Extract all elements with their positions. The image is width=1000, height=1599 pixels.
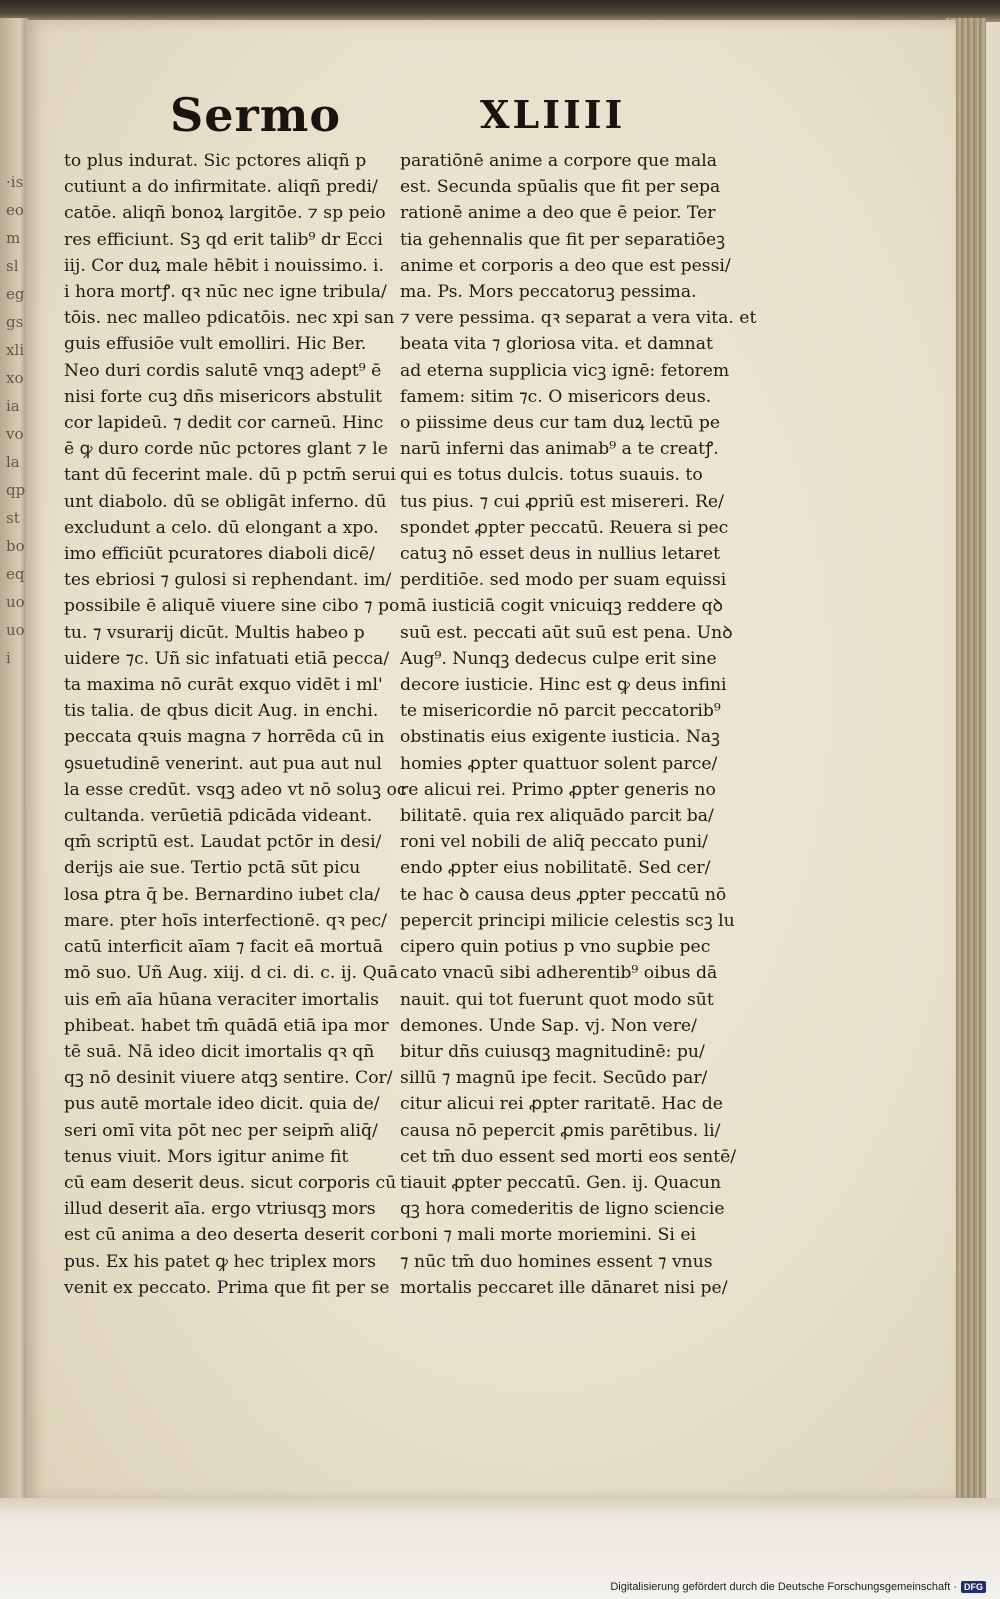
text-line: nauit. qui tot fuerunt quot modo sūt: [400, 989, 714, 1010]
text-line: te misericordie nō parcit peccatorib⁹: [400, 701, 721, 722]
text-line: pus. Ex his patet ꝙ hec triplex mors: [64, 1251, 376, 1272]
text-line: o piissime deus cur tam duꝝ lectū pe: [400, 413, 721, 434]
text-line: venit ex peccato. Prima que fit per se: [64, 1277, 390, 1298]
text-line: guis effusiōe vult emolliri. Hic Ber.: [64, 334, 367, 355]
text-line: la esse credūt. vsqꝫ adeo vt nō soluꝫ oc: [64, 779, 407, 800]
digitization-credit: [610, 1581, 986, 1593]
text-column-right: [400, 148, 757, 1298]
text-line: cor lapideū. ⁊ dedit cor carneū. Hinc: [64, 413, 384, 434]
running-header: [170, 88, 630, 152]
text-line: obstinatis eius exigente iusticia. Naꝫ: [400, 727, 720, 748]
text-line: tiauit ꝓpter peccatū. Gen. ij. Quacun: [400, 1172, 722, 1193]
text-line: possibile ē aliquē viuere sine cibo ⁊ po: [64, 596, 400, 617]
text-line: tē suā. Nā ideo dicit imortalis qꝛ qñ: [64, 1041, 375, 1062]
text-line: i hora mortꝭ. qꝛ nūc nec igne tribula/: [64, 282, 387, 303]
text-line: perditiōe. sed modo per suam equissi: [400, 570, 727, 591]
text-line: est cū anima a deo deserta deserit cor: [64, 1225, 399, 1246]
text-line: suū est. peccati aūt suū est pena. Unꝺ: [400, 622, 733, 643]
text-line: ta maxima nō curāt exquo vidēt i ml': [64, 675, 383, 696]
text-line: mare. pter hoīs interfectionē. qꝛ pec/: [64, 910, 387, 931]
previous-page-margin-text: ·iseomsleggsxlixoiavolaqpstboequouoi: [6, 173, 26, 667]
text-line: cū eam deserit deus. sicut corporis cū: [64, 1172, 397, 1193]
text-line: decore iusticie. Hinc est ꝙ deus infini: [400, 675, 727, 696]
text-line: re alicui rei. Primo ꝓpter generis no: [400, 779, 716, 800]
text-line: boni ⁊ mali morte moriemini. Si ei: [400, 1225, 697, 1246]
text-line: roni vel nobili de aliq̄ peccato puni/: [400, 832, 708, 853]
text-line: rationē anime a deo que ē peior. Ter: [400, 203, 716, 224]
text-line: causa nō pepercit ꝓmis parētibus. li/: [400, 1120, 721, 1141]
text-line: illud deserit aīa. ergo vtriusqꝫ mors: [64, 1199, 376, 1220]
text-line: bitur dñs cuiusqꝫ magnitudinē: pu/: [400, 1041, 705, 1062]
text-line: citur alicui rei ꝓpter raritatē. Hac de: [400, 1094, 723, 1115]
text-line: qꝫ nō desinit viuere atqꝫ sentire. Cor/: [64, 1068, 393, 1089]
text-line: uidere ⁊c. Uñ sic infatuati etiā pecca/: [64, 648, 390, 669]
text-line: tenus viuit. Mors igitur anime fit: [64, 1146, 349, 1167]
dfg-logo: DFG: [961, 1581, 986, 1593]
text-line: catū interficit aīam ⁊ facit eā mortuā: [64, 937, 383, 958]
text-line: Aug⁹. Nunqꝫ dedecus culpe erit sine: [400, 648, 717, 669]
text-line: peccata qꝛuis magna ⁊ horrēda cū in: [64, 727, 385, 748]
text-line: mō suo. Uñ Aug. xiij. d ci. di. c. ij. Quā: [64, 963, 398, 984]
text-line: ꝯsuetudinē venerint. aut pua aut nul: [64, 753, 382, 774]
text-line: cultanda. verūetiā pdicāda videant.: [64, 806, 373, 827]
text-line: to plus indurat. Sic pctores aliqñ p: [64, 151, 367, 171]
text-line: mortalis peccaret ille dānaret nisi pe/: [400, 1277, 728, 1298]
text-column-left: [64, 148, 407, 1298]
text-line: ⁊ nūc tm̄ duo homines essent ⁊ vnus: [400, 1251, 713, 1272]
text-line: unt diabolo. dū se obligāt inferno. dū: [64, 491, 387, 512]
text-line: spondet ꝓpter peccatū. Reuera si pec: [400, 517, 729, 538]
text-line: derijs aie sue. Tertio pctā sūt picu: [64, 858, 361, 879]
text-line: tis talia. de qbus dicit Aug. in enchi.: [64, 701, 379, 722]
text-line: ad eterna supplicia vicꝫ ignē: fetorem: [400, 360, 730, 381]
scan-top-edge: [0, 0, 1000, 22]
text-line: anime et corporis a deo que est pessi/: [400, 255, 731, 276]
text-line: ē ꝙ duro corde nūc pctores glant ⁊ le: [64, 439, 388, 460]
text-line: beata vita ⁊ gloriosa vita. et damnat: [400, 334, 713, 355]
text-line: te hac ꝺ causa deus ꝓpter peccatū nō: [400, 884, 727, 905]
text-line: cipero quin potius p vno suꝑbie pec: [400, 937, 711, 958]
text-line: iij. Cor duꝝ male hēbit i nouissimo. i.: [64, 255, 384, 276]
folio-number: XLIIII: [480, 92, 626, 137]
text-line: catuꝫ nō esset deus in nullius letaret: [400, 544, 720, 565]
text-line: demones. Unde Sap. vj. Non vere/: [400, 1015, 697, 1036]
previous-page-edge: [0, 18, 28, 1500]
text-line: tes ebriosi ⁊ gulosi si rephendant. im/: [64, 570, 392, 591]
text-line: mā iusticiā cogit vnicuiqꝫ reddere qꝺ: [400, 596, 723, 617]
header-title: Sermo: [170, 88, 342, 142]
text-line: tu. ⁊ vsurarij dicūt. Multis habeo p: [64, 622, 365, 643]
text-line: sillū ⁊ magnū ipe fecit. Secūdo par/: [400, 1068, 708, 1089]
text-line: pepercit principi milicie celestis scꝫ lu: [400, 910, 735, 931]
text-line: phibeat. habet tm̄ quādā etiā ipa mor: [64, 1015, 389, 1036]
text-line: bilitatē. quia rex aliquādo parcit ba/: [400, 806, 714, 827]
text-line: qui es totus dulcis. totus suauis. to: [400, 465, 703, 486]
text-line: tant dū fecerint male. dū p pctm̄ serui: [64, 465, 396, 486]
text-line: nisi forte cuꝫ dñs misericors abstulit: [64, 386, 383, 407]
text-line: imo efficiūt pcuratores diaboli dicē/: [64, 544, 375, 565]
text-line: seri omī vita pōt nec per seipm̄ aliq̄/: [64, 1120, 378, 1141]
text-line: res efficiunt. Sꝫ qd erit talib⁹ dr Ecci: [64, 229, 383, 250]
text-line: endo ꝓpter eius nobilitatē. Sed cer/: [400, 858, 711, 879]
text-line: Neo duri cordis salutē vnqꝫ adept⁹ ē: [64, 360, 382, 381]
text-line: homies ꝓpter quattuor solent parce/: [400, 753, 718, 774]
text-line: narū inferni das animab⁹ a te creatꝭ.: [400, 439, 719, 460]
text-line: uis em̄ aīa hūana veraciter imortalis: [64, 989, 379, 1010]
credit-text: Digitalisierung gefördert durch die Deutsche Forschungsgemeinschaft ·: [610, 1581, 957, 1593]
text-line: tōis. nec malleo pdicatōis. nec xpi san: [64, 308, 395, 329]
text-line: excludunt a celo. dū elongant a xpo.: [64, 517, 379, 538]
text-line: ma. Ps. Mors peccatoruꝫ pessima.: [400, 282, 697, 303]
text-line: pus autē mortale ideo dicit. quia de/: [64, 1094, 380, 1115]
text-line: qm̄ scriptū est. Laudat pctōr in desi/: [64, 832, 382, 853]
text-line: ⁊ vere pessima. qꝛ separat a vera vita. et: [400, 308, 757, 329]
text-line: losa ꝑtra q̄ be. Bernardino iubet cla/: [64, 884, 380, 905]
text-line: tus pius. ⁊ cui ꝓpriū est misereri. Re/: [400, 491, 724, 512]
text-line: catōe. aliqñ bonoꝝ largitōe. ⁊ sp peio: [64, 203, 386, 224]
text-line: tia gehennalis que fit per separatiōeꝫ: [400, 229, 725, 250]
text-line: cutiunt a do infirmitate. aliqñ predi/: [64, 177, 378, 198]
text-line: cet tm̄ duo essent sed morti eos sentē/: [400, 1146, 737, 1167]
text-line: cato vnacū sibi adherentib⁹ oibus dā: [400, 963, 718, 984]
text-line: paratiōnē anime a corpore que mala: [400, 151, 718, 171]
text-line: est. Secunda spūalis que fit per sepa: [400, 177, 721, 198]
text-line: qꝫ hora comederitis de ligno sciencie: [400, 1199, 725, 1220]
text-line: famem: sitim ⁊c. O misericors deus.: [400, 386, 712, 407]
